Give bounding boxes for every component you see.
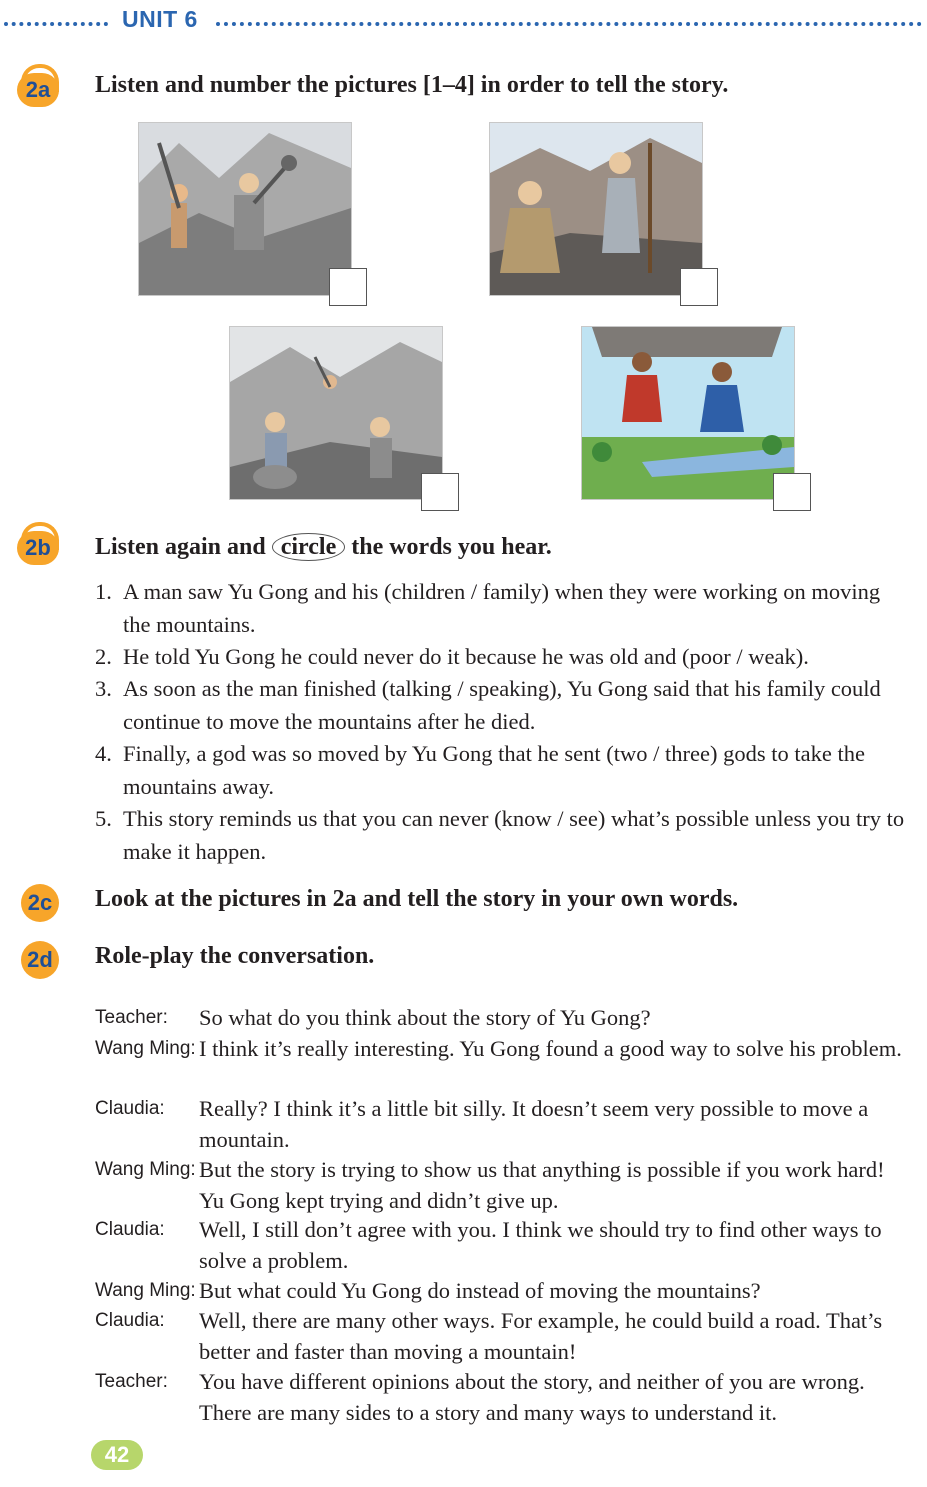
list-item-3: [95, 673, 905, 738]
speech-line: Well, I still don’t agree with you. I think we should try to find other ways to solve a problem.: [199, 1217, 882, 1273]
speaker-name: Wang Ming:: [95, 1038, 196, 1059]
speech-line: Really? I think it’s a little bit silly. It doesn’t seem very possible to move a mountain.: [199, 1096, 869, 1152]
list-item-1: [95, 576, 905, 641]
speaker-name: Wang Ming:: [95, 1280, 196, 1301]
header-dots-right: [216, 22, 922, 26]
speech-line: Well, there are many other ways. For example, he could build a road. That’s better and faster than moving a mountain!: [199, 1308, 883, 1364]
story-picture-digging: [138, 122, 352, 296]
item-number: 2.: [95, 644, 112, 669]
answer-box-4[interactable]: [773, 473, 811, 511]
item-text: Finally, a god was so moved by Yu Gong that he sent (two / three) gods to take the mountains away.: [123, 741, 865, 799]
list-item-2: [95, 641, 905, 674]
section-label-2d: 2d: [21, 941, 59, 979]
list-item-4: [95, 738, 905, 803]
speech-line: But what could Yu Gong do instead of moving the mountains?: [199, 1278, 761, 1303]
instruction-2a: Listen and number the pictures [1–4] in order to tell the story.: [95, 72, 729, 98]
item-number: 5.: [95, 806, 112, 831]
story-picture-talking: [489, 122, 703, 296]
instruction-2b-after: the words you hear.: [351, 534, 552, 560]
unit-header: [0, 6, 927, 38]
section-label-2a: 2a: [17, 73, 59, 107]
section-label-2b: 2b: [17, 531, 59, 565]
item-number: 1.: [95, 579, 112, 604]
speaker-name: Wang Ming:: [95, 1159, 196, 1180]
unit-title: UNIT 6: [122, 6, 198, 32]
speech-line: So what do you think about the story of Yu Gong?: [199, 1005, 651, 1030]
answer-box-1[interactable]: [329, 268, 367, 306]
answer-box-2[interactable]: [680, 268, 718, 306]
item-text: As soon as the man finished (talking / speaking), Yu Gong said that his family could continue to move the mountains after he died.: [123, 676, 881, 734]
speech-line: But the story is trying to show us that anything is possible if you work hard! Yu Gong kept trying and didn’t give up.: [199, 1157, 885, 1213]
header-dots-left: [4, 22, 108, 26]
answer-box-3[interactable]: [421, 473, 459, 511]
speaker-name: Teacher:: [95, 1007, 168, 1028]
instruction-2b-before: Listen again and: [95, 534, 266, 560]
speaker-name: Claudia:: [95, 1098, 165, 1119]
speaker-name: Teacher:: [95, 1371, 168, 1392]
story-picture-gods: [581, 326, 795, 500]
circle-word: circle: [272, 533, 346, 561]
instruction-2b: [95, 533, 552, 561]
item-number: 3.: [95, 676, 112, 701]
speech-line: You have different opinions about the story, and neither of you are wrong. There are many sides to a story and many ways to understand it.: [199, 1369, 865, 1425]
item-number: 4.: [95, 741, 112, 766]
speaker-name: Claudia:: [95, 1310, 165, 1331]
item-text: He told Yu Gong he could never do it because he was old and (poor / weak).: [123, 644, 809, 669]
speech-line: I think it’s really interesting. Yu Gong found a good way to solve his problem.: [199, 1036, 902, 1061]
story-picture-family-working: [229, 326, 443, 500]
instruction-2d: Role-play the conversation.: [95, 943, 375, 969]
page-number: 42: [91, 1440, 143, 1470]
instruction-2c: Look at the pictures in 2a and tell the story in your own words.: [95, 886, 739, 912]
item-text: A man saw Yu Gong and his (children / family) when they were working on moving the mountains.: [123, 579, 881, 637]
list-item-5: [95, 803, 905, 868]
item-text: This story reminds us that you can never (know / see) what’s possible unless you try to make it happen.: [123, 806, 905, 864]
section-label-2c: 2c: [21, 884, 59, 922]
speaker-name: Claudia:: [95, 1219, 165, 1240]
